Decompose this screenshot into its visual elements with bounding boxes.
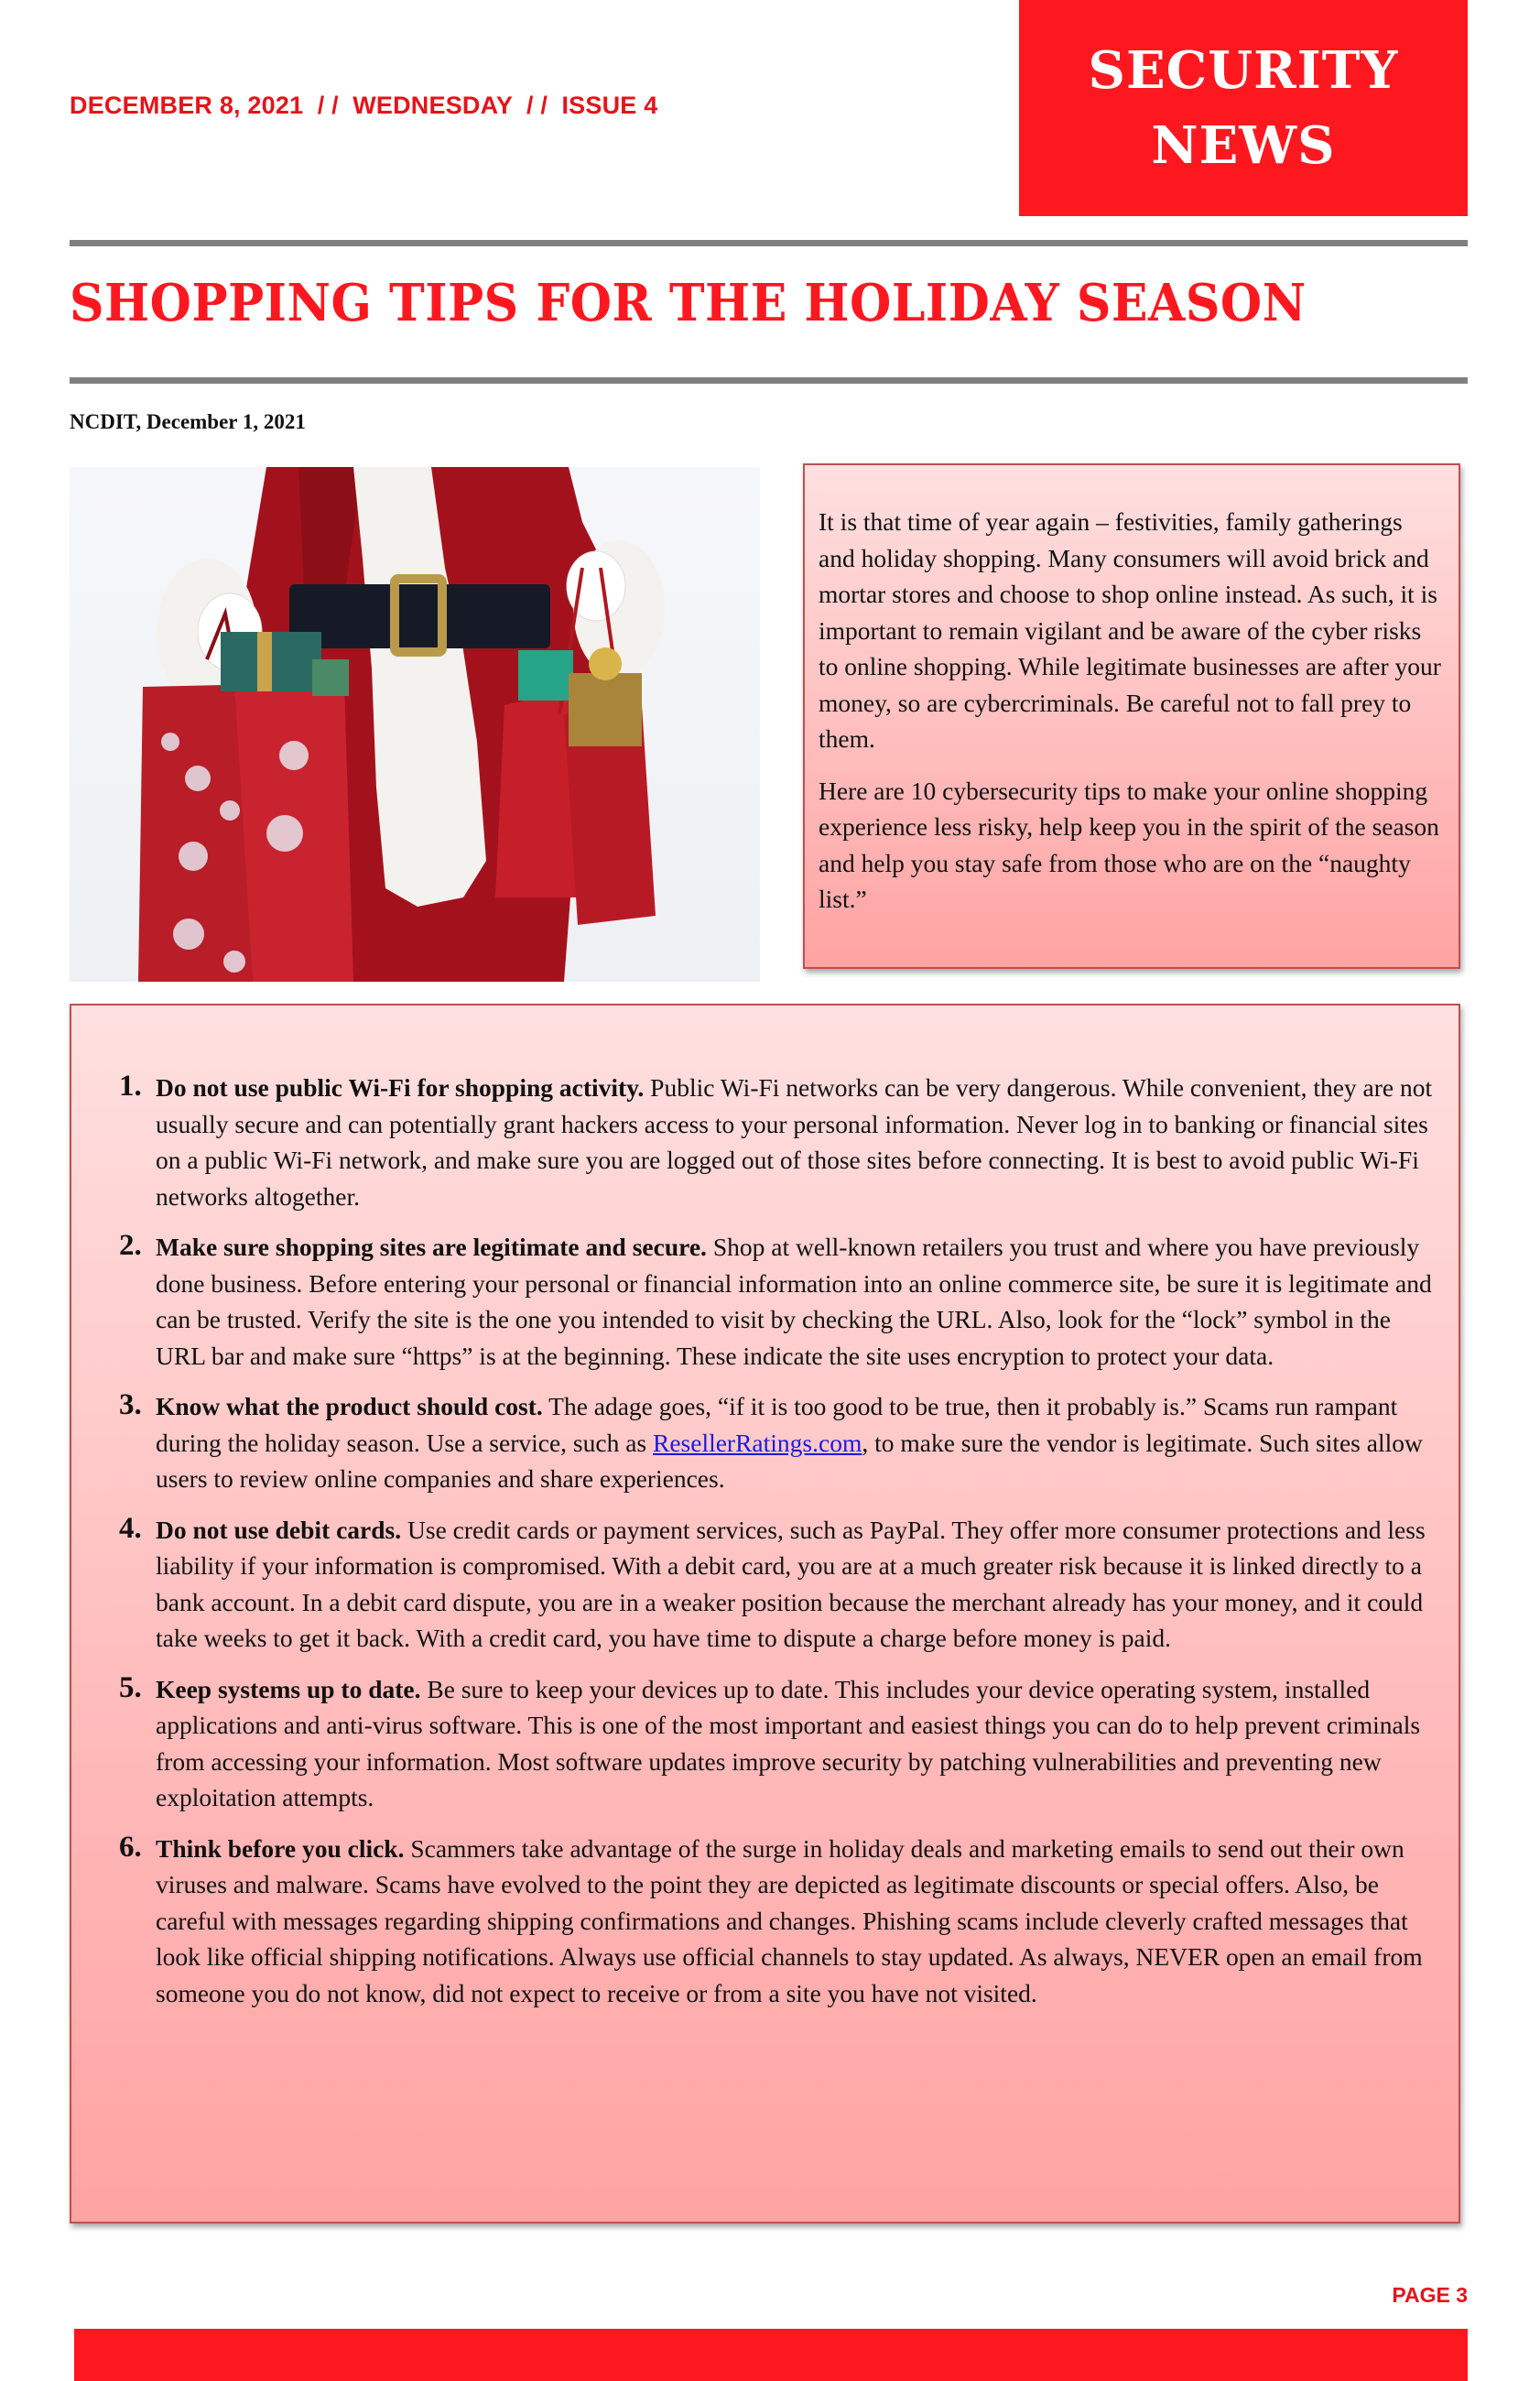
intro-paragraph: It is that time of year again – festivities, family gatherings and holiday shopping. Many consumers will avoid brick and mortar stores and choose to shop online instead. As such, it is important to remain vigilant and be aware of the cyber risks to online shopping. While legitimate businesses are after your money, so are cybercriminals. Be careful not to fall prey to them. (819, 507, 1441, 753)
intro-paragraph: Here are 10 cybersecurity tips to make your online shopping experience less risky, help keep you in the spirit of the season and help you stay safe from those who are on the “naughty list.” (819, 776, 1439, 913)
page-number: PAGE 3 (1392, 2283, 1468, 2307)
bottom-rule-divider (70, 377, 1468, 384)
tip-number: 2. (119, 1229, 142, 1262)
santa-shopping-illustration (70, 467, 760, 982)
masthead-line1: SECURITY (1088, 40, 1399, 101)
tip-title: Do not use public Wi-Fi for shopping activity. (156, 1073, 645, 1102)
intro-callout-box (803, 463, 1460, 969)
tip-item (119, 1831, 1445, 2012)
tip-body: Scammers take advantage of the surge in holiday deals and marketing emails to send out their own viruses and malware. Scams have evolved to the point they are depicted as legitimate discounts or special offers. Also, be careful with messages regarding shipping confirmations and changes. Phishing scams include cleverly crafted messages that look like official shipping notifications. Always use official channels to stay updated. As always, NEVER open an email from someone you do not know, did not expect to receive or from a site you have not visited. (156, 1833, 1423, 2007)
tip-item (119, 1388, 1445, 1497)
tip-item (119, 1070, 1445, 1214)
article-byline: NCDIT, December 1, 2021 (70, 410, 306, 433)
masthead-line2: NEWS (1151, 115, 1336, 176)
tip-item (119, 1512, 1445, 1657)
masthead (1019, 0, 1468, 216)
tip-body: Public Wi-Fi networks can be very dangerous. While convenient, they are not usually secure and can potentially grant hackers access to your personal information. Never log in to banking or financial sites on a public Wi-Fi network, and make sure you are logged out of those sites before connecting. It is best to avoid public Wi-Fi networks altogether. (156, 1073, 1433, 1211)
tip-title: Do not use debit cards. (156, 1515, 402, 1544)
top-rule-divider (70, 240, 1468, 246)
tip-number: 5. (119, 1670, 142, 1704)
tip-item (119, 1229, 1445, 1374)
santa-shopping-photo (70, 467, 760, 982)
article-headline: SHOPPING TIPS FOR THE HOLIDAY SEASON (70, 273, 1307, 333)
tip-item (119, 1671, 1445, 1816)
tip-body: Be sure to keep your devices up to date. This includes your device operating system, installed applications and anti-virus software. This is one of the most important and easiest things you can do to help prevent criminals from accessing your information. Most software updates improve security by patching vulnerabilities and preventing new exploitation attempts. (156, 1674, 1421, 1811)
tip-title: Think before you click. (156, 1833, 405, 1863)
tip-body: Use credit cards or payment services, such as PayPal. They offer more consumer protections and less liability if your information is compromised. With a debit card, you are at a much greater risk because it is linked directly to a bank account. In a debit card dispute, you are in a weaker position because the merchant already has your money, and it could take weeks to get it back. With a credit card, you have time to dispute a charge before money is paid. (156, 1515, 1426, 1652)
tip-body: The adage goes, “if it is too good to be true, then it probably is.” Scams run rampant during the holiday season. Use a service, such as (156, 1392, 1398, 1457)
tip-number: 6. (119, 1830, 142, 1864)
tip-number: 1. (119, 1070, 142, 1103)
tip-number: 3. (119, 1388, 142, 1421)
tip-title: Know what the product should cost. (156, 1392, 543, 1420)
dateline: DECEMBER 8, 2021 / / WEDNESDAY / / ISSUE 4 (70, 92, 658, 119)
tip-title: Make sure shopping sites are legitimate and secure. (156, 1233, 707, 1261)
tip-body: Shop at well-known retailers you trust and where you have previously done business. Before entering your personal or financial information into an online commerce site, be sure it is legitimate and can be trusted. Verify the site is the one you intended to visit by checking the URL. Also, look for the “lock” symbol in the URL bar and make sure “https” is at the beginning. These indicate the site uses encryption to protect your data. (156, 1233, 1432, 1370)
tip-number: 4. (119, 1511, 142, 1545)
footer-bar (74, 2329, 1468, 2381)
tip-body: , to make sure the vendor is legitimate. Such sites allow users to review online companies and share experiences. (156, 1428, 1423, 1493)
tip-title: Keep systems up to date. (156, 1674, 421, 1703)
reseller-ratings-link[interactable]: ResellerRatings.com (652, 1428, 862, 1457)
tips-list-box (70, 1004, 1460, 2223)
